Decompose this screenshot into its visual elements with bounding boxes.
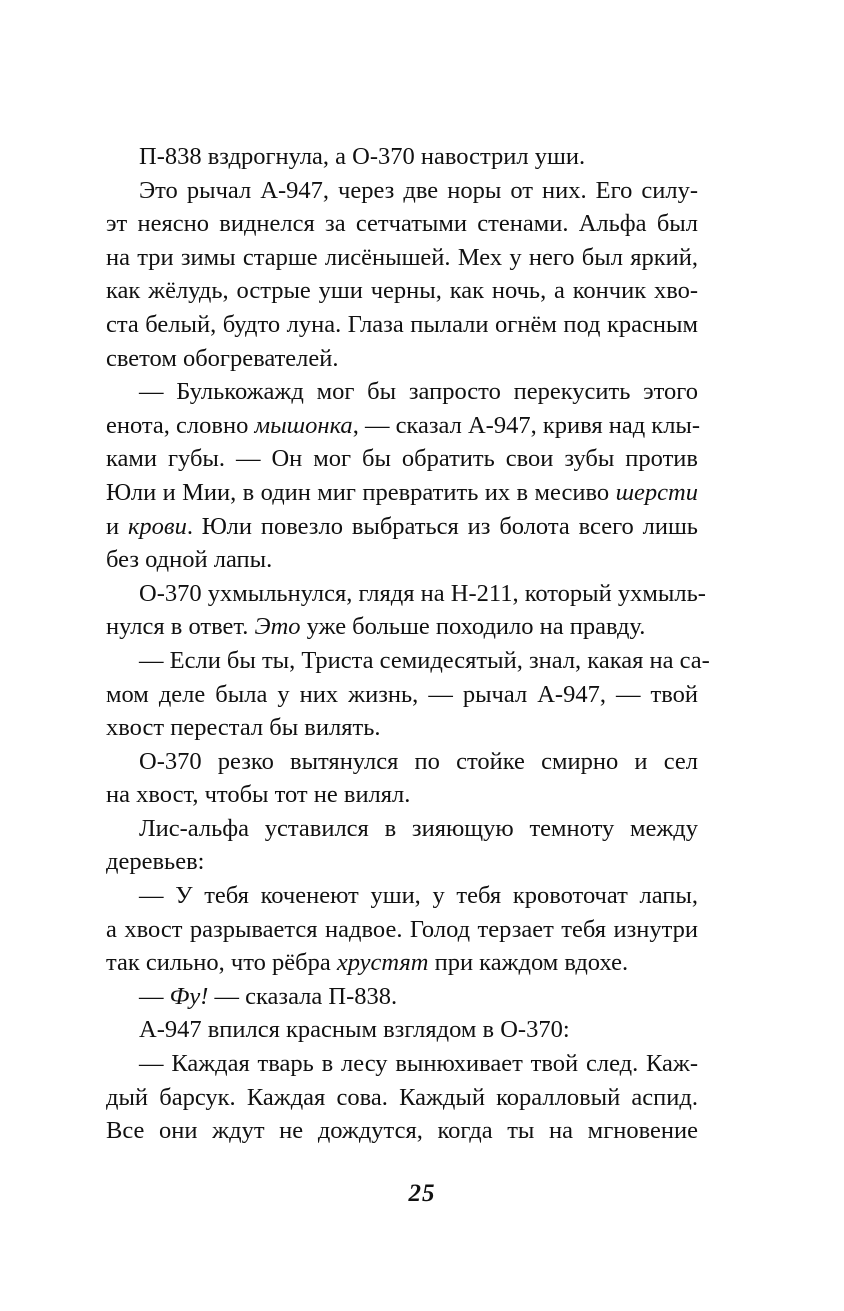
text-run: нулся в ответ. (106, 613, 255, 641)
text-line (106, 980, 698, 1014)
text-line (106, 812, 698, 846)
text-line (106, 1114, 698, 1148)
text-run: — сказала П-838. (208, 982, 398, 1010)
body-text (106, 140, 710, 1148)
page-number: 25 (408, 1180, 436, 1207)
text-run: О-370 ухмыльнулся, глядя на Н-211, который ухмыль- (139, 579, 706, 607)
text-line (106, 1081, 698, 1115)
text-run: Лис-альфа уставился в зияющую темноту между (139, 814, 698, 842)
text-run: — Булькожажд мог бы запросто перекусить этого (139, 378, 698, 406)
text-run: — У тебя коченеют уши, у тебя кровоточат лапы, (139, 882, 698, 910)
text-line (106, 745, 698, 779)
text-run: . Юли повезло выбраться из болота всего лишь (186, 512, 698, 540)
text-run: ста белый, будто луна. Глаза пылали огнём под красным (106, 310, 698, 338)
text-line (106, 711, 698, 745)
text-line (106, 543, 698, 577)
text-line (106, 140, 698, 174)
text-run: Это рычал А-947, через две норы от них. Его силу- (139, 176, 698, 204)
text-run: — Если бы ты, Триста семидесятый, знал, какая на са- (139, 646, 710, 674)
text-run: и (106, 512, 128, 540)
text-line (106, 409, 701, 443)
italic-text: Фу! (169, 982, 209, 1010)
text-run: а хвост разрывается надвое. Голод терзает тебя изнутри (106, 915, 698, 943)
text-line (106, 308, 698, 342)
text-run: без одной лапы. (106, 546, 273, 574)
text-run: О-370 резко вытянулся по стойке смирно и сел (139, 747, 698, 775)
text-line (106, 207, 698, 241)
text-line (106, 510, 698, 544)
text-run: деревьев: (106, 848, 205, 876)
text-line (106, 274, 698, 308)
text-line (106, 476, 698, 510)
text-line (106, 1013, 698, 1047)
italic-text: шерсти (615, 478, 698, 506)
text-run: на хвост, чтобы тот не вилял. (106, 781, 411, 809)
text-run: на три зимы старше лисёнышей. Мех у него был яркий, (106, 243, 698, 271)
text-line (106, 845, 698, 879)
text-run: П-838 вздрогнула, а О-370 навострил уши. (139, 143, 586, 170)
text-line (106, 610, 698, 644)
text-run: светом обогревателей. (106, 344, 339, 372)
text-line (106, 913, 698, 947)
text-run: Юли и Мии, в один миг превратить их в месиво (106, 478, 616, 506)
text-run: , — сказал А-947, кривя над клы- (352, 411, 701, 439)
text-run: при каждом вдохе. (428, 949, 629, 977)
text-line (106, 1047, 698, 1081)
text-line (106, 375, 698, 409)
text-run: эт неясно виднелся за сетчатыми стенами. Альфа был (106, 210, 698, 238)
text-run: уже больше походило на правду. (300, 613, 646, 641)
text-run: ками губы. — Он мог бы обратить свои зубы против (106, 445, 698, 473)
text-run: дый барсук. Каждая сова. Каждый коралловый аспид. (106, 1083, 698, 1111)
italic-text: мышонка (254, 411, 353, 439)
text-line (106, 442, 698, 476)
text-run: так сильно, что рёбра (106, 949, 337, 977)
text-line (106, 241, 698, 275)
text-run: А-947 впился красным взглядом в О-370: (139, 1016, 570, 1044)
text-run: как жёлудь, острые уши черны, как ночь, а кончик хво- (106, 277, 698, 305)
text-run: енота, словно (106, 411, 255, 439)
text-run: хвост перестал бы вилять. (106, 714, 381, 742)
italic-text: хрустят (336, 949, 429, 977)
text-line (106, 644, 710, 678)
text-line (106, 879, 698, 913)
text-line (106, 946, 698, 980)
text-run: Все они ждут не дождутся, когда ты на мгновение (106, 1117, 698, 1145)
italic-text: Это (254, 613, 301, 641)
text-run: — Каждая тварь в лесу вынюхивает твой след. Каж- (139, 1050, 698, 1078)
text-line (106, 678, 698, 712)
text-run: — (139, 982, 170, 1010)
text-line (106, 174, 698, 208)
italic-text: крови (127, 512, 187, 540)
text-line (106, 342, 698, 376)
text-line (106, 577, 706, 611)
text-line (106, 778, 698, 812)
text-run: мом деле была у них жизнь, — рычал А-947, — твой (106, 680, 698, 708)
